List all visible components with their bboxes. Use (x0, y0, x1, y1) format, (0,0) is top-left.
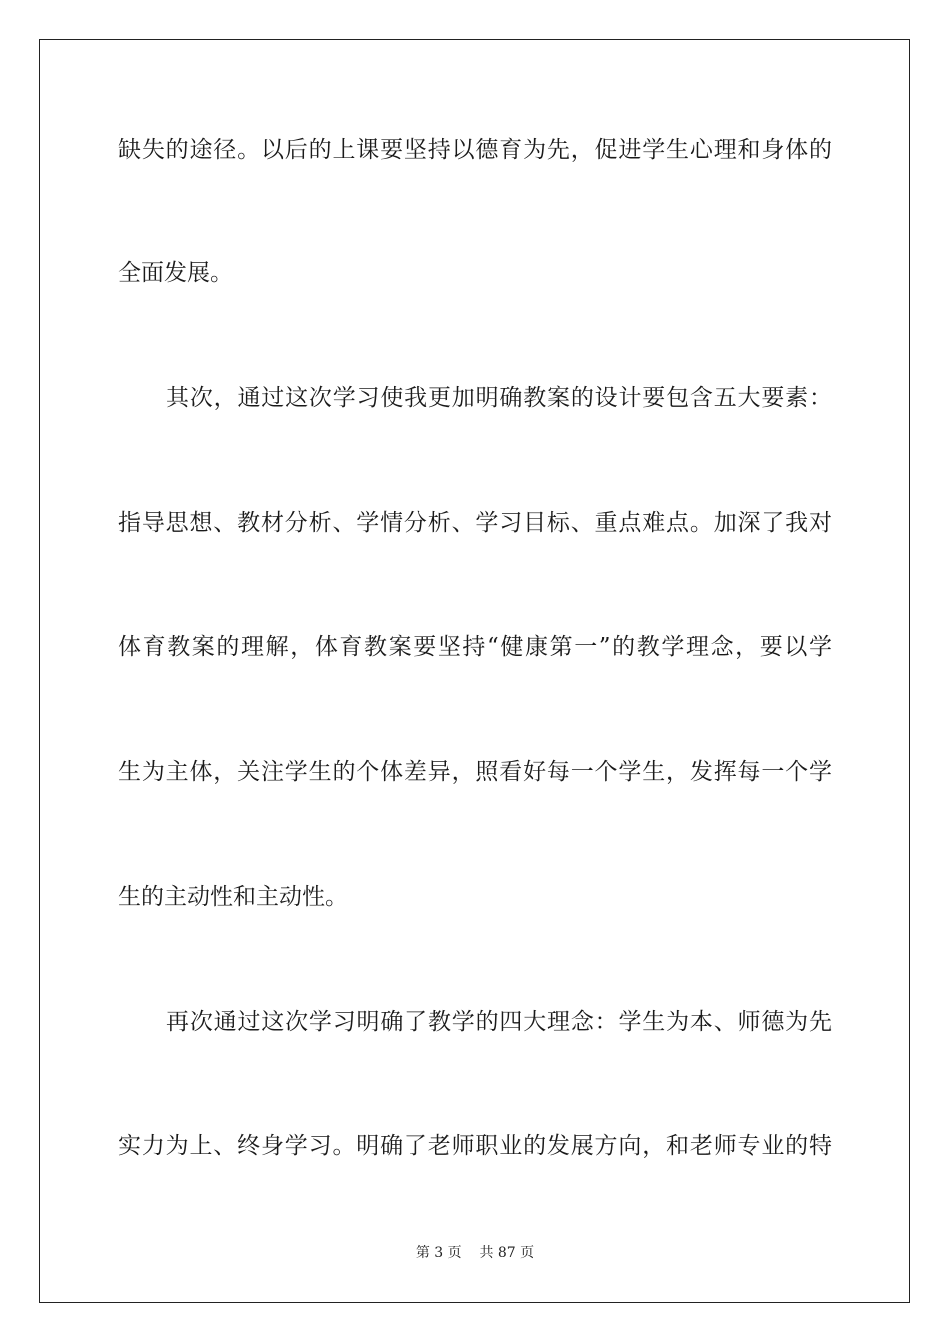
page-number: 第 3 页 (415, 1245, 462, 1261)
page-footer (0, 1244, 950, 1262)
paragraph-line: 其次，通过这次学习使我更加明确教案的设计要包含五大要素： (166, 385, 832, 411)
paragraph-line: 体育教案的理解，体育教案要坚持“健康第一”的教学理念，要以学 (118, 634, 832, 660)
page-border (39, 39, 910, 1303)
paragraph-line: 再次通过这次学习明确了教学的四大理念：学生为本、师德为先 (166, 1009, 832, 1035)
paragraph-line: 实力为上、终身学习。明确了老师职业的发展方向，和老师专业的特 (118, 1133, 832, 1159)
paragraph-line: 指导思想、教材分析、学情分析、学习目标、重点难点。加深了我对 (118, 510, 832, 536)
total-pages: 共 87 页 (479, 1245, 535, 1261)
paragraph-line: 缺失的途径。以后的上课要坚持以德育为先，促进学生心理和身体的 (118, 137, 832, 163)
paragraph-line: 生为主体，关注学生的个体差异，照看好每一个学生，发挥每一个学 (118, 759, 832, 785)
paragraph-line: 全面发展。 (118, 260, 233, 286)
paragraph-line: 生的主动性和主动性。 (118, 884, 348, 910)
